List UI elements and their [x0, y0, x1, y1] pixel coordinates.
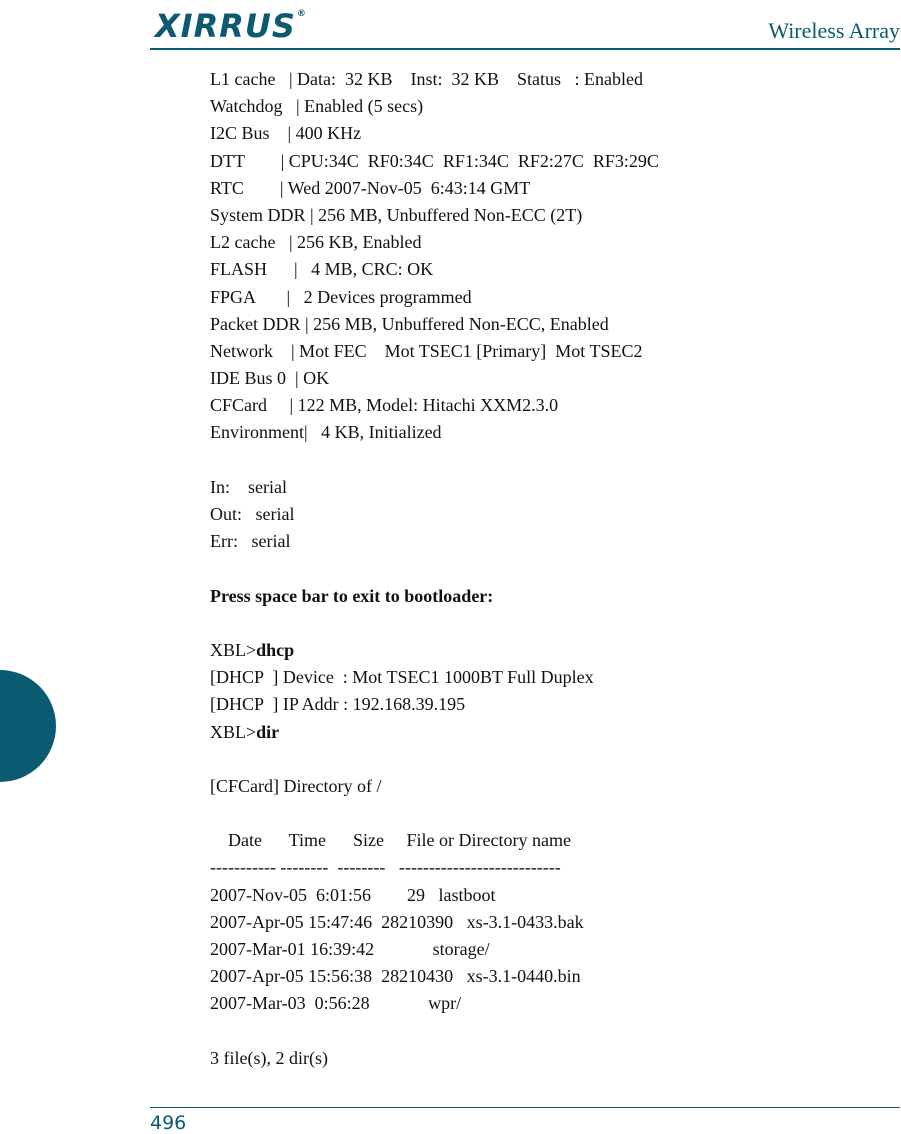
header-title: Wireless Array — [768, 18, 900, 43]
console-line: DTT | CPU:34C RF0:34C RF1:34C RF2:27C RF3:29C — [210, 150, 659, 171]
console-line — [210, 1018, 871, 1045]
dhcp-command: dhcp — [256, 639, 295, 660]
directory-summary: 3 file(s), 2 dir(s) — [210, 1047, 328, 1068]
console-line: Environment| 4 KB, Initialized — [210, 422, 442, 443]
console-line: [DHCP ] IP Addr : 192.168.39.195 — [210, 694, 466, 715]
console-line: CFCard | 122 MB, Model: Hitachi XXM2.3.0 — [210, 395, 559, 416]
registered-mark: ® — [296, 9, 307, 19]
console-output — [210, 66, 871, 1072]
console-line: Err: serial — [210, 531, 291, 552]
console-line: IDE Bus 0 | OK — [210, 368, 330, 389]
xbl-prompt: XBL> — [210, 721, 257, 742]
header-rule — [150, 48, 900, 50]
console-line: FLASH | 4 MB, CRC: OK — [210, 259, 434, 280]
console-line: L1 cache | Data: 32 KB Inst: 32 KB Status : Enabled — [210, 69, 644, 89]
xirrus-logo — [155, 7, 307, 45]
dir-command-line — [210, 719, 871, 746]
console-line: Watchdog | Enabled (5 secs) — [210, 96, 424, 117]
bootloader-prompt: Press space bar to exit to bootloader: — [210, 585, 494, 606]
xbl-prompt: XBL> — [210, 639, 257, 660]
console-line: FPGA | 2 Devices programmed — [210, 286, 472, 307]
console-line: L2 cache | 256 KB, Enabled — [210, 232, 422, 253]
directory-entry: 2007-Mar-01 16:39:42 storage/ — [210, 939, 490, 959]
console-line: In: serial — [210, 476, 287, 497]
console-line — [210, 610, 871, 637]
console-line: I2C Bus | 400 KHz — [210, 123, 362, 144]
console-line: Network | Mot FEC Mot TSEC1 [Primary] Mot TSEC2 — [210, 340, 643, 361]
console-line — [210, 800, 871, 827]
directory-entry: 2007-Nov-05 6:01:56 29 lastboot — [210, 884, 496, 905]
console-line: [DHCP ] Device : Mot TSEC1 1000BT Full Duplex — [210, 667, 594, 688]
dhcp-command-line — [210, 637, 871, 664]
console-line: Packet DDR | 256 MB, Unbuffered Non-ECC, Enabled — [210, 313, 609, 334]
console-line: System DDR | 256 MB, Unbuffered Non-ECC (2T) — [210, 204, 583, 225]
directory-entry: 2007-Mar-03 0:56:28 wpr/ — [210, 993, 462, 1014]
logo-text: XIRRUS — [155, 7, 296, 45]
console-line — [210, 447, 871, 474]
console-line — [210, 555, 871, 582]
directory-entry: 2007-Apr-05 15:47:46 28210390 xs-3.1-0433.bak — [210, 911, 584, 932]
console-line: Out: serial — [210, 504, 295, 524]
console-line — [210, 746, 871, 773]
directory-header: Date Time Size File or Directory name — [210, 830, 571, 851]
directory-separator: ----------- -------- -------- --------------------------- — [210, 857, 561, 878]
dir-command: dir — [256, 721, 280, 742]
chapter-tab-marker — [0, 670, 56, 782]
directory-entry: 2007-Apr-05 15:56:38 28210430 xs-3.1-0440.bin — [210, 966, 581, 987]
page-number: 496 — [150, 1112, 187, 1134]
console-line: RTC | Wed 2007-Nov-05 6:43:14 GMT — [210, 177, 531, 198]
footer-rule — [150, 1107, 900, 1108]
console-line: [CFCard] Directory of / — [210, 775, 382, 796]
